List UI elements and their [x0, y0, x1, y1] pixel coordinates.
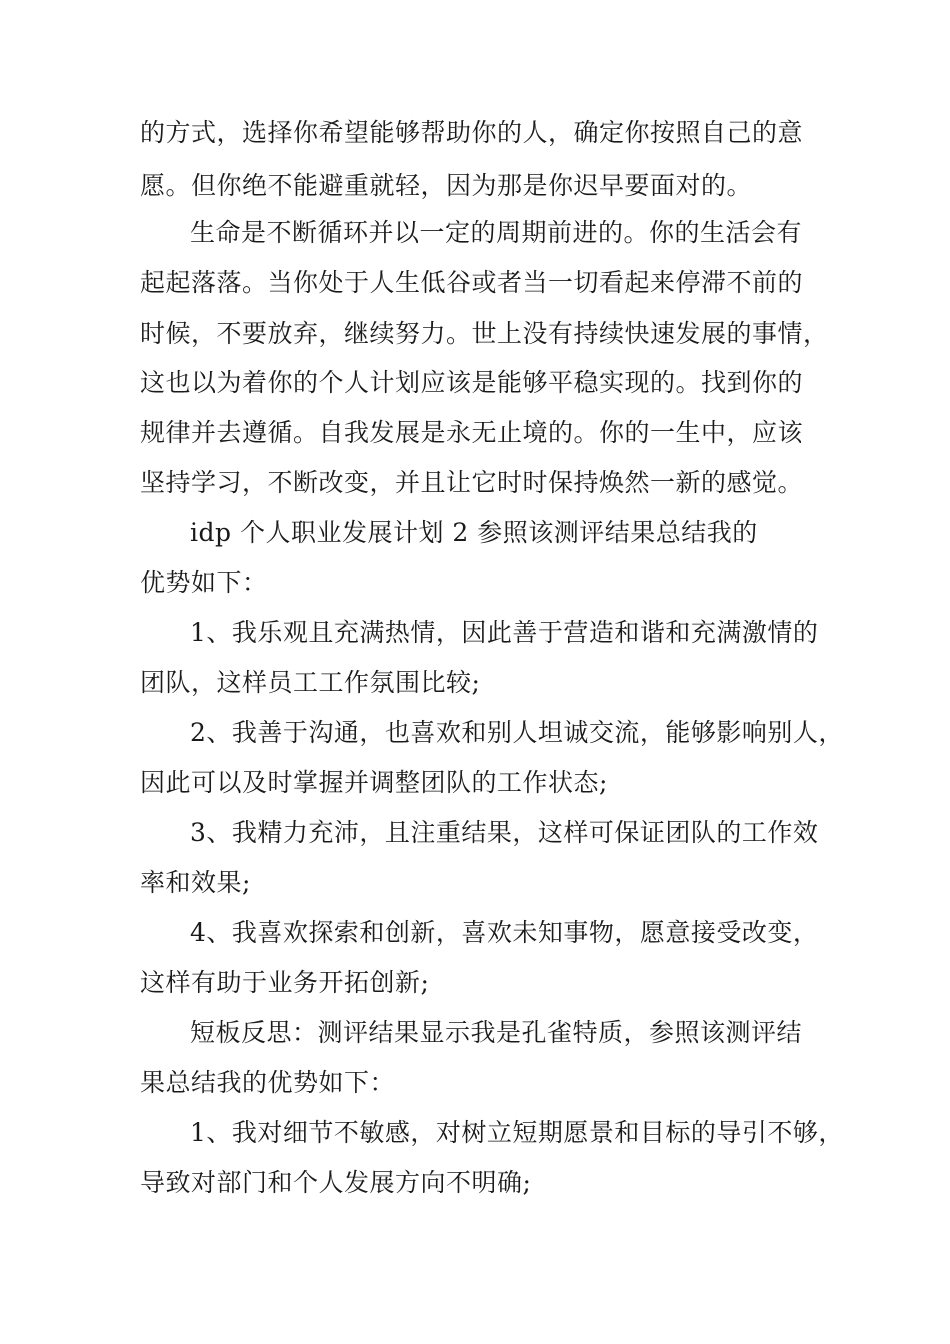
text-line: 4、我喜欢探索和创新，喜欢未知事物，愿意接受改变，: [190, 918, 819, 947]
text-line: 3、我精力充沛，且注重结果，这样可保证团队的工作效: [190, 818, 819, 847]
text-line: 率和效果;: [140, 868, 251, 897]
text-line: 生命是不断循环并以一定的周期前进的。你的生活会有: [190, 218, 803, 247]
text-line: 1、我乐观且充满热情，因此善于营造和谐和充满激情的: [190, 618, 819, 647]
text-line: 因此可以及时掌握并调整团队的工作状态;: [140, 768, 608, 797]
text-line: 优势如下：: [140, 568, 268, 597]
text-line: 坚持学习，不断改变，并且让它时时保持焕然一新的感觉。: [140, 468, 804, 497]
text-line: 时候，不要放弃，继续努力。世上没有持续快速发展的事情，: [140, 319, 829, 348]
text-line: 1、我对细节不敏感，对树立短期愿景和目标的导引不够，: [190, 1118, 844, 1147]
text-line: 规律并去遵循。自我发展是永无止境的。你的一生中，应该: [140, 418, 804, 447]
text-line: 团队，这样员工工作氛围比较;: [140, 668, 481, 697]
text-line: 果总结我的优势如下：: [140, 1068, 396, 1097]
text-line: 短板反思：测评结果显示我是孔雀特质，参照该测评结: [190, 1018, 803, 1047]
text-line: 起起落落。当你处于人生低谷或者当一切看起来停滞不前的: [140, 268, 804, 297]
text-line: 这也以为着你的个人计划应该是能够平稳实现的。找到你的: [140, 368, 804, 397]
text-line: 这样有助于业务开拓创新;: [140, 968, 430, 997]
text-line: 导致对部门和个人发展方向不明确;: [140, 1168, 532, 1197]
text-line: 2、我善于沟通，也喜欢和别人坦诚交流，能够影响别人，: [190, 718, 844, 747]
text-line: 愿。但你绝不能避重就轻，因为那是你迟早要面对的。: [140, 171, 753, 200]
text-line: 的方式，选择你希望能够帮助你的人，确定你按照自己的意: [140, 118, 804, 147]
text-line: idp 个人职业发展计划 2 参照该测评结果总结我的: [190, 518, 758, 547]
